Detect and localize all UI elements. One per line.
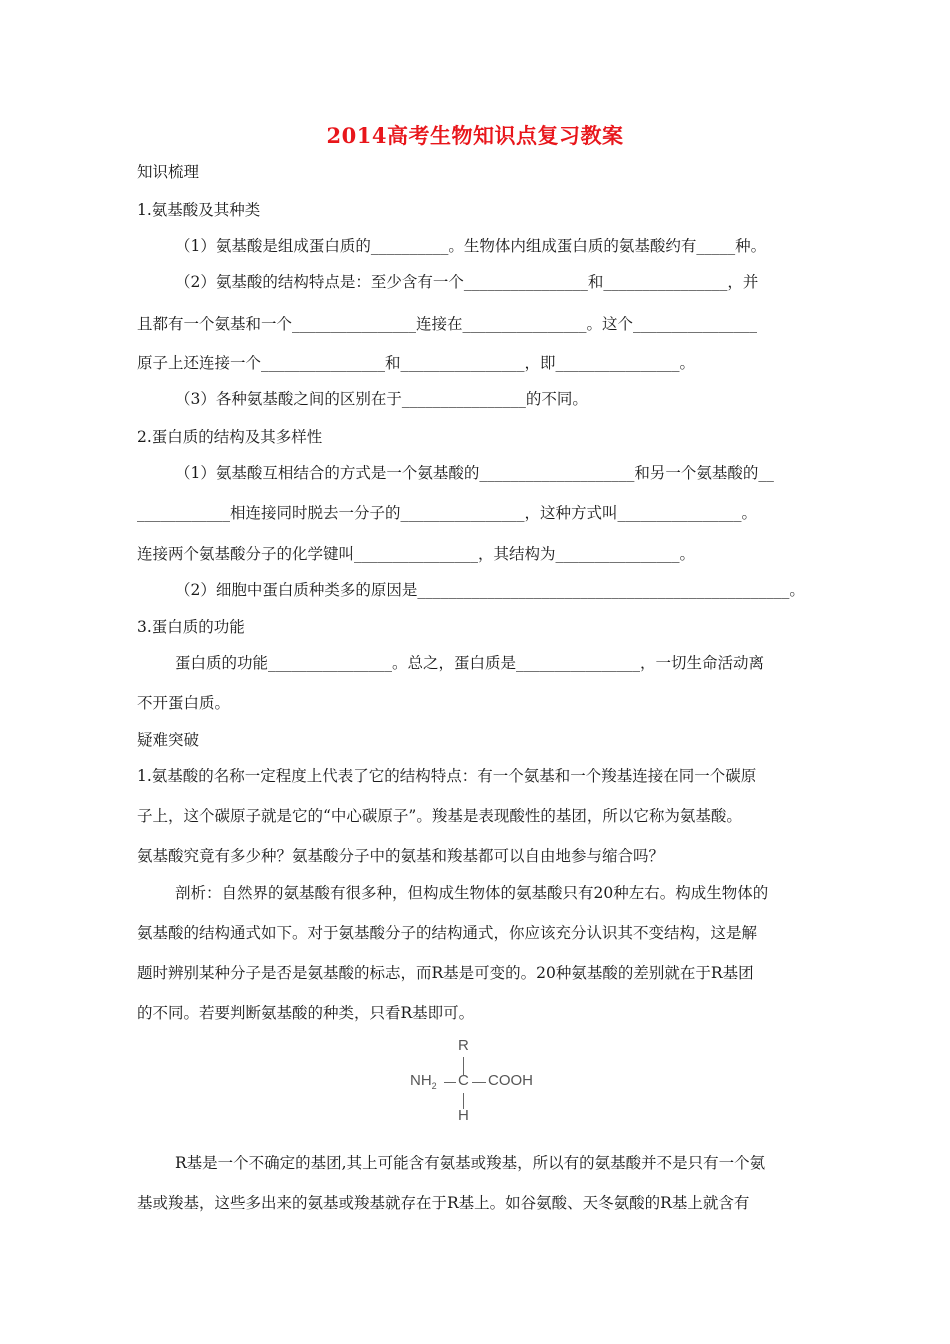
- text-line: 氨基酸究竟有多少种？氨基酸分子中的氨基和羧基都可以自由地参与缩合吗？: [137, 847, 665, 865]
- section-heading: 疑难突破: [137, 731, 200, 749]
- formula-hydrogen: H: [458, 1107, 469, 1124]
- formula-amino-group: $NH_2$: [410, 1072, 437, 1091]
- text-line: 1.氨基酸的名称一定程度上代表了它的结构特点：有一个氨基和一个羧基连接在同一个碳原: [137, 767, 757, 785]
- formula-central-carbon: C: [458, 1072, 469, 1089]
- document-title: 2014高考生物知识点复习教案: [326, 123, 624, 148]
- text-line: 题时辨别某种分子是否是氨基酸的标志，而R基是可变的。20种氨基酸的差别就在于R基团: [137, 964, 754, 982]
- formula-r-group: R: [458, 1037, 469, 1054]
- text-line: （3）各种氨基酸之间的区别在于________________的不同。: [175, 390, 588, 408]
- text-line: （1）氨基酸是组成蛋白质的__________。生物体内组成蛋白质的氨基酸约有_____种。: [175, 237, 767, 255]
- text-line: 基或羧基，这些多出来的氨基或羧基就存在于R基上。如谷氨酸、天冬氨酸的R基上就含有: [137, 1194, 750, 1212]
- amino-acid-structure-formula: [400, 1037, 560, 1127]
- formula-carboxyl-group: COOH: [488, 1072, 533, 1089]
- text-line: 且都有一个氨基和一个________________连接在________________。这个________________: [137, 315, 758, 333]
- text-line: （2）氨基酸的结构特点是：至少含有一个________________和________________，并: [175, 273, 759, 291]
- text-line: 原子上还连接一个________________和________________，即________________。: [137, 354, 696, 372]
- subsection-heading: 1.氨基酸及其种类: [137, 201, 261, 219]
- text-line: 连接两个氨基酸分子的化学键叫________________，其结构为________________。: [137, 545, 696, 563]
- text-line: （1）氨基酸互相结合的方式是一个氨基酸的____________________和另一个氨基酸的__: [175, 464, 774, 482]
- text-line: ____________相连接同时脱去一分子的________________，这种方式叫________________。: [137, 504, 758, 522]
- subsection-heading: 3.蛋白质的功能: [137, 618, 245, 636]
- text-line: 剖析：自然界的氨基酸有很多种，但构成生物体的氨基酸只有20种左右。构成生物体的: [175, 884, 769, 902]
- text-line: 的不同。若要判断氨基酸的种类，只看R基即可。: [137, 1004, 475, 1022]
- text-line: R基是一个不确定的基团,其上可能含有氨基或羧基，所以有的氨基酸并不是只有一个氨: [175, 1154, 766, 1172]
- text-line: 不开蛋白质。: [137, 694, 231, 712]
- formula-bond-left: [444, 1082, 456, 1083]
- subsection-heading: 2.蛋白质的结构及其多样性: [137, 428, 323, 446]
- section-heading: 知识梳理: [137, 163, 200, 181]
- text-line: 蛋白质的功能________________。总之，蛋白质是________________，一切生命活动离: [175, 654, 765, 672]
- formula-bond-right: [472, 1082, 486, 1083]
- text-line: 子上，这个碳原子就是它的“中心碳原子”。羧基是表现酸性的基团，所以它称为氨基酸。: [137, 807, 742, 825]
- text-line: 氨基酸的结构通式如下。对于氨基酸分子的结构通式，你应该充分认识其不变结构，这是解: [137, 924, 758, 942]
- text-line: （2）细胞中蛋白质种类多的原因是________________________________________________。: [175, 581, 805, 599]
